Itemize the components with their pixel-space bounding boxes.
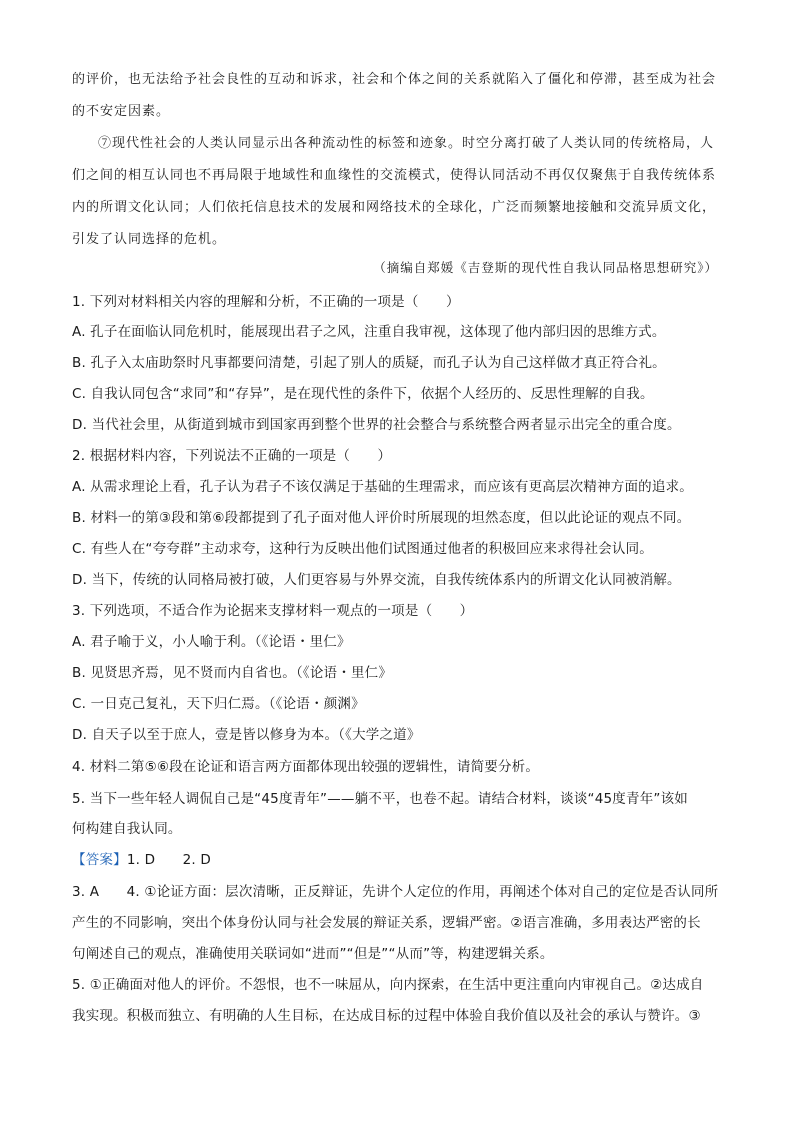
question-5-stem-cont: 何构建自我认同。 bbox=[72, 821, 182, 837]
answer-3-4: 3. A 4. ①论证方面：层次清晰，正反辩证，先讲个人定位的作用，再阐述个体对自己的定位是否认同所 bbox=[72, 884, 719, 900]
question-2-option-d: D. 当下，传统的认同格局被打破，人们更容易与外界交流，自我传统体系内的所谓文化认同被消解。 bbox=[72, 572, 681, 588]
passage-source: （摘编自郑媛《吉登斯的现代性自我认同品格思想研究》） bbox=[373, 260, 718, 275]
question-1-stem: 1. 下列对材料相关内容的理解和分析，不正确的一项是（ ） bbox=[72, 294, 460, 310]
passage-line: 内的所谓文化认同；人们依托信息技术的发展和网络技术的全球化，广泛而频繁地接触和交流异质文化， bbox=[72, 200, 717, 215]
answer-5: 5. ①正确面对他人的评价。不怨恨，也不一味屈从，向内探索，在生活中更注重向内审视自己。②达成自 bbox=[72, 977, 704, 993]
passage-line: 的评价，也无法给予社会良性的互动和诉求，社会和个体之间的关系就陷入了僵化和停滞，甚至成为社会 bbox=[72, 72, 717, 87]
question-2-option-a: A. 从需求理论上看，孔子认为君子不该仅满足于基础的生理需求，而应该有更高层次精神方面的追求。 bbox=[72, 479, 693, 495]
question-1-option-c: C. 自我认同包含“求同”和“存异”，是在现代性的条件下，依据个人经历的、反思性理解的自我。 bbox=[72, 386, 654, 402]
answer-4-cont: 句阐述自己的观点，准确使用关联词如“进而”“但是”“从而”等，构建逻辑关系。 bbox=[72, 946, 554, 962]
question-4-stem: 4. 材料二第⑤⑥段在论证和语言两方面都体现出较强的逻辑性，请简要分析。 bbox=[72, 759, 540, 775]
passage-line: 们之间的相互认同也不再局限于地域性和血缘性的交流模式，使得认同活动不再仅仅聚焦于自我传统体系 bbox=[72, 168, 717, 183]
question-1-option-d: D. 当代社会里，从街道到城市到国家再到整个世界的社会整合与系统整合两者显示出完全的重合度。 bbox=[72, 417, 681, 433]
question-2-option-c: C. 有些人在“夸夸群”主动求夸，这种行为反映出他们试图通过他者的积极回应来求得社会认同。 bbox=[72, 541, 653, 557]
question-3-stem: 3. 下列选项，不适合作为论据来支撑材料一观点的一项是（ ） bbox=[72, 603, 474, 619]
question-3-option-c: C. 一日克己复礼，天下归仁焉。（《论语・颜渊》 bbox=[72, 696, 365, 712]
question-3-option-b: B. 见贤思齐焉，见不贤而内自省也。（《论语・里仁》 bbox=[72, 665, 393, 681]
question-2-option-b: B. 材料一的第③段和第⑥段都提到了孔子面对他人评价时所展现的坦然态度，但以此论证的观点不同。 bbox=[72, 510, 691, 526]
answer-tag: 【答案】 bbox=[72, 852, 127, 868]
passage-line: 的不安定因素。 bbox=[72, 104, 171, 119]
question-3-option-a: A. 君子喻于义，小人喻于利。（《论语・里仁》 bbox=[72, 634, 351, 650]
answer-line bbox=[72, 848, 211, 868]
question-2-stem: 2. 根据材料内容，下列说法不正确的一项是（ ） bbox=[72, 448, 392, 464]
passage-paragraph-7: ⑦现代性社会的人类认同显示出各种流动性的标签和迹象。时空分离打破了人类认同的传统格局，人 bbox=[98, 136, 715, 151]
answer-5-cont: 我实现。积极而独立、有明确的人生目标，在达成目标的过程中体验自我价值以及社会的承认与赞许。③ bbox=[72, 1008, 701, 1024]
question-5-stem: 5. 当下一些年轻人调侃自己是“45度青年”——躺不平，也卷不起。请结合材料，谈谈“45度青年”该如 bbox=[72, 791, 689, 807]
question-3-option-d: D. 自天子以至于庶人，壹是皆以修身为本。（《大学之道》 bbox=[72, 727, 421, 743]
question-1-option-b: B. 孔子入太庙助祭时凡事都要问清楚，引起了别人的质疑，而孔子认为自己这样做才真正符合礼。 bbox=[72, 355, 666, 371]
question-1-option-a: A. 孔子在面临认同危机时，能展现出君子之风，注重自我审视，这体现了他内部归因的思维方式。 bbox=[72, 324, 666, 340]
answer-1-2: 1. D 2. D bbox=[126, 852, 211, 868]
passage-line: 引发了认同选择的危机。 bbox=[72, 232, 227, 247]
answer-4-cont: 产生的不同影响，突出个体身份认同与社会发展的辩证关系，逻辑严密。②语言准确，多用表达严密的长 bbox=[72, 915, 701, 931]
